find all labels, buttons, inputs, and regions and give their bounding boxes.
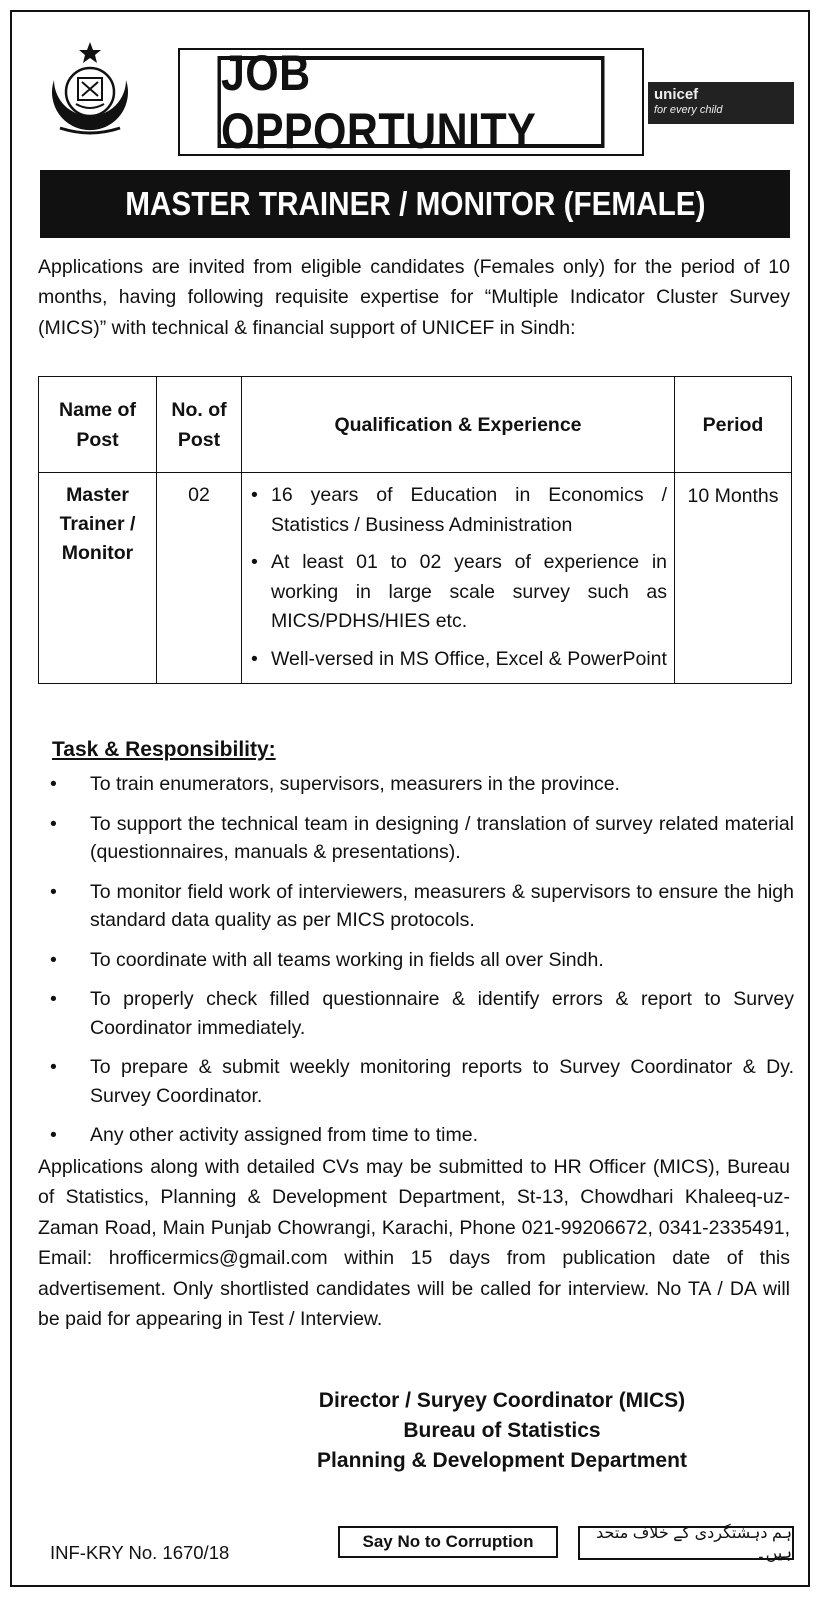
advertisement-frame: [10, 10, 810, 1587]
qualification-cell: [242, 473, 675, 684]
table-row: [39, 473, 792, 684]
anti-corruption-slogan: Say No to Corruption: [338, 1526, 558, 1558]
post-count-cell: 02: [157, 473, 242, 684]
task-item: • Any other activity assigned from time to time.: [42, 1121, 794, 1150]
signature-block: [222, 1386, 782, 1476]
task-item: • To train enumerators, supervisors, measurers in the province.: [42, 770, 794, 799]
header-period: Period: [675, 377, 792, 473]
reference-number: INF-KRY No. 1670/18: [50, 1542, 230, 1563]
qualification-list: [243, 481, 673, 674]
task-item: • To monitor field work of interviewers, measurers & supervisors to ensure the high standard data quality as per MICS protocols.: [42, 878, 794, 935]
post-name-cell: Master Trainer / Monitor: [39, 473, 157, 684]
unicef-name: unicef: [654, 86, 699, 103]
urdu-slogan: ہم دہشتگردی کے خلاف متحد ہیں۔: [578, 1526, 794, 1560]
qualification-item: • At least 01 to 02 years of experience in working in large scale survey such as MICS/PDHS/HIES etc.: [271, 548, 667, 637]
task-item: • To prepare & submit weekly monitoring reports to Survey Coordinator & Dy. Survey Coordinator.: [42, 1053, 794, 1110]
page-title: JOB OPPORTUNITY: [218, 56, 605, 148]
header-name-of-post: Name of Post: [39, 377, 157, 473]
intro-paragraph: Applications are invited from eligible candidates (Females only) for the period of 10 months, having following requisite expertise for “Multiple Indicator Cluster Survey (MICS)” with technical & financial support of UNICEF in Sindh:: [38, 256, 790, 339]
title-box: [178, 45, 644, 159]
signature-bureau: Bureau of Statistics: [403, 1419, 601, 1442]
task-item: • To support the technical team in designing / translation of survey related material (questionnaires, manuals & presentations).: [42, 810, 794, 867]
period-cell: 10 Months: [675, 473, 792, 684]
tasks-list: [42, 770, 794, 1161]
task-item: • To coordinate with all teams working in fields all over Sindh.: [42, 946, 794, 975]
job-table: [38, 376, 792, 684]
tasks-heading: Task & Responsibility:: [52, 738, 276, 761]
application-paragraph: Applications along with detailed CVs may be submitted to HR Officer (MICS), Bureau of Statistics, Planning & Development Department, St-13, Chowdhari Khaleeq-uz-Zaman Road, Main Punjab Chowrangi, Karachi, Phone 021-99206672, 0341-2335491, Email: hrofficermics@gmail.com within 15 days from publication date of this advertisement. Only shortlisted candidates will be called for interview. No TA / DA will be paid for appearing in Test / Interview.: [38, 1156, 790, 1331]
qualification-item: • Well-versed in MS Office, Excel & PowerPoint: [271, 645, 667, 675]
qualification-item: • 16 years of Education in Economics / Statistics / Business Administration: [271, 481, 667, 540]
post-banner-text: MASTER TRAINER / MONITOR (FEMALE): [124, 185, 706, 222]
post-banner: [40, 170, 790, 238]
sindh-seal-logo: [40, 40, 140, 140]
header-qualification: Qualification & Experience: [242, 377, 675, 473]
signature-department: Planning & Development Department: [317, 1449, 687, 1472]
table-header-row: [39, 377, 792, 473]
header-no-of-post: No. of Post: [157, 377, 242, 473]
unicef-logo: [648, 82, 794, 124]
signature-title: Director / Suryey Coordinator (MICS): [318, 1389, 686, 1412]
task-item: • To properly check filled questionnaire & identify errors & report to Survey Coordinator immediately.: [42, 985, 794, 1042]
unicef-tagline: for every child: [654, 104, 723, 116]
